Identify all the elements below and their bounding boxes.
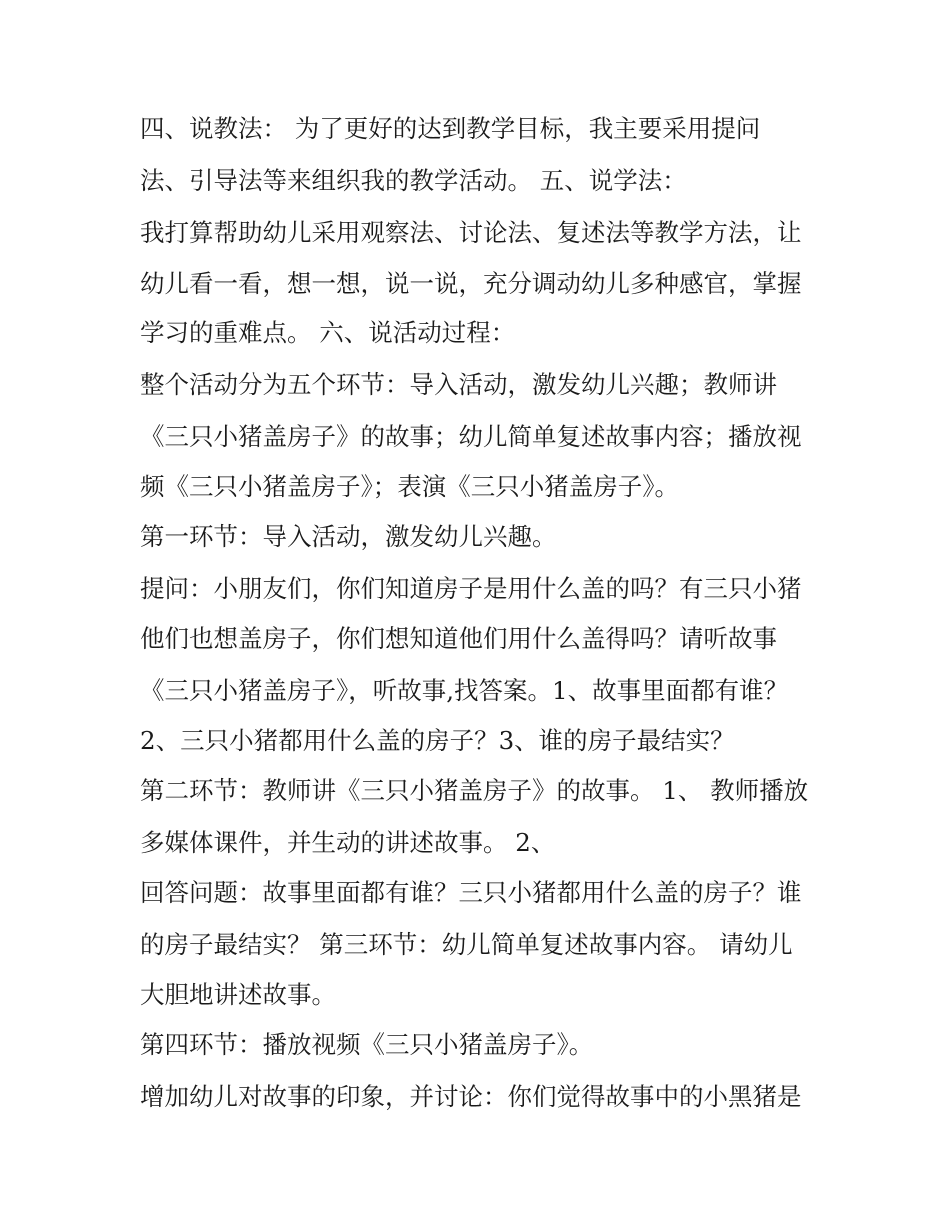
text-line: 法、引导法等来组织我的教学活动。 五、说学法： xyxy=(140,166,687,195)
text-line: 《三只小猪盖房子》，听故事,找答案。1、故事里面都有谁？ xyxy=(140,676,789,705)
text-line: 增加幼儿对故事的印象，并讨论：你们觉得故事中的小黑猪是 xyxy=(140,1082,802,1111)
text-line: 第四环节：播放视频《三只小猪盖房子》。 xyxy=(140,1030,594,1059)
text-line: 多媒体课件，并生动的讲述故事。 2、 xyxy=(140,828,556,857)
text-line: 《三只小猪盖房子》的故事；幼儿简单复述故事内容；播放视 xyxy=(140,422,802,451)
text-line: 整个活动分为五个环节：导入活动，激发幼儿兴趣；教师讲 xyxy=(140,370,777,399)
text-line: 四、说教法： 为了更好的达到教学目标，我主要采用提问 xyxy=(140,114,761,143)
text-line: 他们也想盖房子，你们想知道他们用什么盖得吗？请听故事 xyxy=(140,624,777,653)
text-line: 第二环节：教师讲《三只小猪盖房子》的故事。 1、 教师播放 xyxy=(140,776,809,805)
text-line: 回答问题：故事里面都有谁？三只小猪都用什么盖的房子？谁 xyxy=(140,878,802,907)
text-line: 我打算帮助幼儿采用观察法、讨论法、复述法等教学方法，让 xyxy=(140,218,802,247)
text-line: 2、三只小猪都用什么盖的房子？3、谁的房子最结实？ xyxy=(140,726,735,755)
text-line: 频《三只小猪盖房子》；表演《三只小猪盖房子》。 xyxy=(140,472,679,501)
text-line: 提问：小朋友们，你们知道房子是用什么盖的吗？有三只小猪 xyxy=(140,574,802,603)
text-line: 学习的重难点。 六、说活动过程： xyxy=(140,318,516,347)
text-line: 大胆地讲述故事。 xyxy=(140,980,336,1009)
text-line: 的房子最结实？ 第三环节：幼儿简单复述故事内容。 请幼儿 xyxy=(140,930,793,959)
text-line: 幼儿看一看，想一想，说一说，充分调动幼儿多种感官，掌握 xyxy=(140,269,802,298)
text-line: 第一环节：导入活动，激发幼儿兴趣。 xyxy=(140,522,557,551)
